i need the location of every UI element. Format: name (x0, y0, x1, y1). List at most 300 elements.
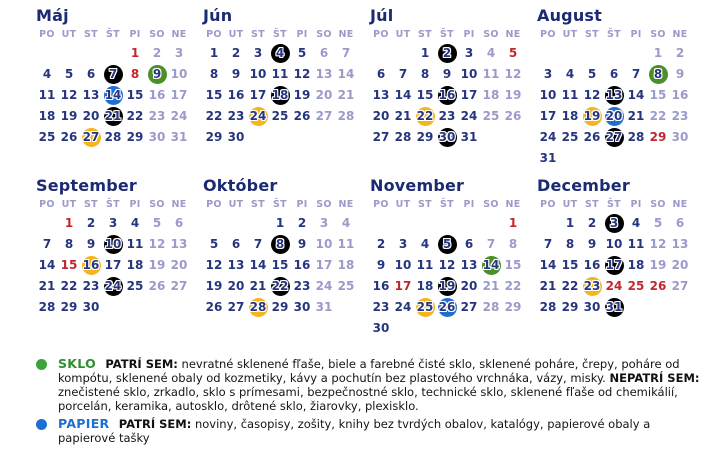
day-cell (559, 213, 581, 234)
day-number: 15 (649, 88, 667, 102)
day-number: 20 (82, 109, 100, 123)
empty-day-cell (36, 43, 58, 64)
day-number: 6 (319, 46, 329, 60)
weekday-header: PI (463, 29, 475, 40)
day-number: 8 (653, 67, 663, 81)
day-cell (335, 106, 357, 127)
day-number: 23 (438, 109, 456, 123)
not-belongs-label: NEPATRÍ SEM: (609, 371, 700, 385)
day-cell (669, 255, 691, 276)
month-days-grid (203, 28, 364, 148)
month-days-grid (537, 198, 698, 318)
day-cell (247, 297, 269, 318)
day-cell (603, 64, 625, 85)
day-cell (414, 64, 436, 85)
day-number: 21 (482, 279, 500, 293)
day-cell (203, 255, 225, 276)
empty-day-cell (247, 213, 269, 234)
weekday-header: ŠT (273, 199, 287, 210)
day-cell (225, 64, 247, 85)
weekday-header: ŠT (273, 29, 287, 40)
legend-item-sklo (36, 357, 704, 413)
day-cell (269, 85, 291, 106)
weekday-header: ST (418, 29, 432, 40)
day-cell (647, 85, 669, 106)
weekday-header: ST (251, 29, 265, 40)
day-number: 27 (372, 130, 390, 144)
day-cell (335, 255, 357, 276)
day-number: 27 (227, 300, 245, 314)
day-number: 13 (671, 237, 689, 251)
day-cell (537, 64, 559, 85)
weekday-header: PO (39, 29, 55, 40)
day-cell (537, 148, 559, 169)
day-cell (58, 85, 80, 106)
day-number: 24 (460, 109, 478, 123)
day-number: 13 (605, 88, 623, 102)
day-cell (502, 64, 524, 85)
day-cell (480, 255, 502, 276)
day-number: 26 (504, 109, 522, 123)
day-number: 23 (293, 279, 311, 293)
day-number: 12 (504, 67, 522, 81)
day-number: 20 (605, 109, 623, 123)
day-cell (414, 106, 436, 127)
day-number: 6 (376, 67, 386, 81)
day-cell (102, 276, 124, 297)
day-number: 27 (82, 130, 100, 144)
day-number: 14 (627, 88, 645, 102)
day-cell (80, 234, 102, 255)
day-cell (313, 255, 335, 276)
day-number: 14 (249, 258, 267, 272)
weekday-header: SO (483, 29, 499, 40)
day-cell (436, 255, 458, 276)
day-number: 6 (675, 216, 685, 230)
weekday-header: ŠT (607, 199, 621, 210)
day-number: 7 (42, 237, 52, 251)
day-cell (436, 85, 458, 106)
day-number: 14 (337, 67, 355, 81)
day-number: 8 (209, 67, 219, 81)
day-cell (80, 85, 102, 106)
day-number: 10 (394, 258, 412, 272)
day-cell (392, 297, 414, 318)
day-cell (291, 213, 313, 234)
day-number: 7 (108, 67, 118, 81)
day-number: 30 (671, 130, 689, 144)
empty-day-cell (203, 213, 225, 234)
day-number: 22 (271, 279, 289, 293)
day-cell (313, 234, 335, 255)
day-number: 28 (38, 300, 56, 314)
day-number: 13 (315, 67, 333, 81)
day-cell (313, 297, 335, 318)
day-number: 20 (460, 279, 478, 293)
month-calendar-november (364, 176, 531, 339)
day-number: 31 (539, 151, 557, 165)
day-number: 8 (275, 237, 285, 251)
day-number: 31 (315, 300, 333, 314)
day-number: 11 (126, 237, 144, 251)
day-cell (392, 234, 414, 255)
day-number: 30 (372, 321, 390, 335)
day-cell (80, 255, 102, 276)
day-cell (36, 106, 58, 127)
day-cell (480, 297, 502, 318)
day-cell (225, 234, 247, 255)
day-number: 28 (104, 130, 122, 144)
day-number: 15 (126, 88, 144, 102)
month-title: Október (203, 176, 278, 195)
month-days-grid (537, 28, 698, 169)
day-number: 25 (561, 130, 579, 144)
day-number: 30 (227, 130, 245, 144)
day-cell (370, 64, 392, 85)
day-cell (124, 255, 146, 276)
day-number: 4 (486, 46, 496, 60)
day-number: 7 (398, 67, 408, 81)
day-number: 12 (583, 88, 601, 102)
day-cell (581, 213, 603, 234)
day-cell (146, 85, 168, 106)
day-cell (269, 234, 291, 255)
day-number: 29 (205, 130, 223, 144)
day-cell (291, 255, 313, 276)
day-number: 22 (504, 279, 522, 293)
weekday-header: PI (463, 199, 475, 210)
day-cell (36, 276, 58, 297)
month-title: December (537, 176, 630, 195)
day-number: 23 (671, 109, 689, 123)
day-cell (537, 85, 559, 106)
day-cell (392, 127, 414, 148)
day-cell (370, 127, 392, 148)
day-cell (603, 297, 625, 318)
day-cell (537, 297, 559, 318)
day-number: 19 (583, 109, 601, 123)
weekday-header: PO (39, 199, 55, 210)
day-number: 18 (126, 258, 144, 272)
day-cell (480, 64, 502, 85)
month-days-grid (36, 28, 197, 148)
day-cell (203, 64, 225, 85)
day-number: 16 (148, 88, 166, 102)
day-cell (392, 255, 414, 276)
day-number: 20 (170, 258, 188, 272)
day-cell (480, 85, 502, 106)
day-number: 20 (671, 258, 689, 272)
day-number: 12 (438, 258, 456, 272)
day-number: 23 (372, 300, 390, 314)
weekday-header: PO (540, 29, 556, 40)
day-cell (647, 127, 669, 148)
weekday-header: UT (61, 199, 77, 210)
day-cell (370, 255, 392, 276)
weekday-header: ST (84, 199, 98, 210)
day-cell (370, 297, 392, 318)
empty-day-cell (480, 213, 502, 234)
day-number: 14 (38, 258, 56, 272)
day-cell (625, 234, 647, 255)
day-cell (335, 43, 357, 64)
month-calendar-september (30, 176, 197, 339)
day-cell (102, 234, 124, 255)
day-cell (559, 127, 581, 148)
day-cell (436, 127, 458, 148)
day-number: 31 (170, 130, 188, 144)
day-number: 30 (293, 300, 311, 314)
day-number: 18 (416, 279, 434, 293)
day-number: 1 (653, 46, 663, 60)
day-number: 28 (482, 300, 500, 314)
day-number: 25 (271, 109, 289, 123)
day-number: 31 (605, 300, 623, 314)
day-cell (669, 213, 691, 234)
day-cell (480, 234, 502, 255)
day-cell (625, 213, 647, 234)
day-cell (203, 297, 225, 318)
day-cell (436, 64, 458, 85)
day-cell (313, 106, 335, 127)
day-cell (458, 85, 480, 106)
day-number: 25 (482, 109, 500, 123)
day-number: 28 (627, 130, 645, 144)
day-number: 3 (319, 216, 329, 230)
day-cell (291, 106, 313, 127)
day-number: 21 (104, 109, 122, 123)
day-number: 22 (60, 279, 78, 293)
day-number: 13 (82, 88, 100, 102)
day-cell (102, 213, 124, 234)
belongs-text: nevratné sklenené fľaše, biele a farebné čisté sklo, sklenené poháre, črepy, poháre od kompótu, sklenené obaly od kozmetiky, kávy a pochutín bez plastového vrchnáka, vázy, misky. (58, 357, 680, 385)
day-number: 18 (482, 88, 500, 102)
waste-legend (36, 357, 704, 449)
day-number: 2 (587, 216, 597, 230)
day-cell (58, 234, 80, 255)
day-number: 10 (104, 237, 122, 251)
day-cell (436, 276, 458, 297)
weekday-header: PO (373, 199, 389, 210)
day-number: 24 (539, 130, 557, 144)
day-number: 3 (253, 46, 263, 60)
day-cell (146, 213, 168, 234)
day-cell (124, 276, 146, 297)
day-cell (203, 43, 225, 64)
day-number: 17 (605, 258, 623, 272)
day-number: 27 (671, 279, 689, 293)
day-cell (203, 85, 225, 106)
day-cell (603, 106, 625, 127)
empty-day-cell (625, 43, 647, 64)
day-cell (124, 127, 146, 148)
day-number: 12 (205, 258, 223, 272)
day-cell (102, 106, 124, 127)
calendar-grid (30, 6, 698, 339)
day-number: 12 (293, 67, 311, 81)
day-number: 27 (605, 130, 623, 144)
day-cell (291, 276, 313, 297)
day-number: 29 (416, 130, 434, 144)
day-number: 4 (420, 237, 430, 251)
day-cell (559, 234, 581, 255)
day-number: 13 (227, 258, 245, 272)
day-cell (458, 43, 480, 64)
day-cell (168, 276, 190, 297)
empty-day-cell (581, 43, 603, 64)
day-cell (58, 276, 80, 297)
day-number: 6 (609, 67, 619, 81)
day-number: 15 (416, 88, 434, 102)
day-cell (414, 276, 436, 297)
day-number: 6 (86, 67, 96, 81)
day-number: 5 (297, 46, 307, 60)
day-cell (581, 255, 603, 276)
empty-day-cell (225, 213, 247, 234)
day-cell (146, 255, 168, 276)
day-number: 9 (297, 237, 307, 251)
empty-day-cell (603, 43, 625, 64)
day-cell (669, 127, 691, 148)
day-cell (603, 255, 625, 276)
day-cell (102, 255, 124, 276)
day-number: 4 (130, 216, 140, 230)
empty-day-cell (80, 43, 102, 64)
day-cell (335, 64, 357, 85)
day-number: 19 (293, 88, 311, 102)
belongs-label: PATRÍ SEM: (105, 357, 178, 371)
day-number: 4 (275, 46, 285, 60)
day-cell (146, 127, 168, 148)
weekday-header: UT (562, 199, 578, 210)
day-number: 11 (38, 88, 56, 102)
day-number: 9 (376, 258, 386, 272)
month-title: Jún (203, 6, 233, 25)
day-cell (58, 64, 80, 85)
day-cell (36, 255, 58, 276)
day-cell (559, 64, 581, 85)
weekday-header: ST (418, 199, 432, 210)
day-number: 6 (174, 216, 184, 230)
day-number: 18 (271, 88, 289, 102)
not-belongs-text: znečistené sklo, zrkadlo, sklo s prímesami, bezpečnostné sklo, technické sklo, sklenené fľaše od chemikálií, porcelán, keramika, autosklo, drôtené sklo, žiarovky, plexisklo. (58, 385, 678, 413)
day-cell (370, 85, 392, 106)
day-cell (647, 106, 669, 127)
day-number: 14 (394, 88, 412, 102)
day-number: 17 (104, 258, 122, 272)
day-number: 21 (38, 279, 56, 293)
day-cell (225, 276, 247, 297)
day-number: 30 (82, 300, 100, 314)
day-cell (225, 43, 247, 64)
day-number: 1 (64, 216, 74, 230)
day-number: 9 (587, 237, 597, 251)
weekday-header: NE (171, 199, 187, 210)
day-number: 12 (60, 88, 78, 102)
day-number: 5 (209, 237, 219, 251)
day-cell (647, 64, 669, 85)
day-cell (146, 234, 168, 255)
month-title: November (370, 176, 465, 195)
weekday-header: UT (228, 29, 244, 40)
day-number: 26 (293, 109, 311, 123)
day-cell (313, 64, 335, 85)
day-cell (502, 85, 524, 106)
day-cell (458, 234, 480, 255)
day-cell (36, 297, 58, 318)
day-cell (603, 234, 625, 255)
day-cell (581, 297, 603, 318)
day-cell (370, 276, 392, 297)
weekday-header: NE (171, 29, 187, 40)
day-number: 5 (508, 46, 518, 60)
day-number: 25 (416, 300, 434, 314)
day-cell (247, 43, 269, 64)
day-number: 23 (82, 279, 100, 293)
weekday-header: PI (630, 199, 642, 210)
day-number: 19 (649, 258, 667, 272)
day-number: 16 (372, 279, 390, 293)
day-number: 13 (460, 258, 478, 272)
day-number: 17 (315, 258, 333, 272)
day-number: 20 (315, 88, 333, 102)
day-number: 6 (231, 237, 241, 251)
day-number: 11 (416, 258, 434, 272)
weekday-header: ST (585, 199, 599, 210)
month-title: Júl (370, 6, 394, 25)
day-number: 29 (504, 300, 522, 314)
day-number: 24 (315, 279, 333, 293)
day-cell (392, 64, 414, 85)
day-number: 2 (675, 46, 685, 60)
day-cell (502, 43, 524, 64)
day-number: 7 (631, 67, 641, 81)
day-cell (269, 297, 291, 318)
day-number: 27 (460, 300, 478, 314)
day-number: 24 (249, 109, 267, 123)
day-number: 16 (438, 88, 456, 102)
day-cell (58, 106, 80, 127)
day-number: 27 (170, 279, 188, 293)
day-cell (225, 85, 247, 106)
day-cell (537, 106, 559, 127)
day-cell (291, 43, 313, 64)
day-cell (269, 213, 291, 234)
day-number: 12 (649, 237, 667, 251)
day-cell (581, 106, 603, 127)
day-cell (313, 276, 335, 297)
empty-day-cell (370, 213, 392, 234)
day-cell (124, 85, 146, 106)
day-number: 3 (108, 216, 118, 230)
day-cell (436, 234, 458, 255)
sklo-bullet-icon (36, 359, 47, 370)
day-cell (269, 276, 291, 297)
day-cell (414, 297, 436, 318)
day-cell (291, 64, 313, 85)
day-cell (537, 234, 559, 255)
day-number: 6 (464, 237, 474, 251)
day-cell (36, 85, 58, 106)
day-cell (203, 127, 225, 148)
month-calendar-august (531, 6, 698, 176)
weekday-header: PI (630, 29, 642, 40)
day-number: 10 (315, 237, 333, 251)
day-cell (225, 255, 247, 276)
day-number: 27 (315, 109, 333, 123)
day-number: 9 (86, 237, 96, 251)
day-cell (124, 106, 146, 127)
